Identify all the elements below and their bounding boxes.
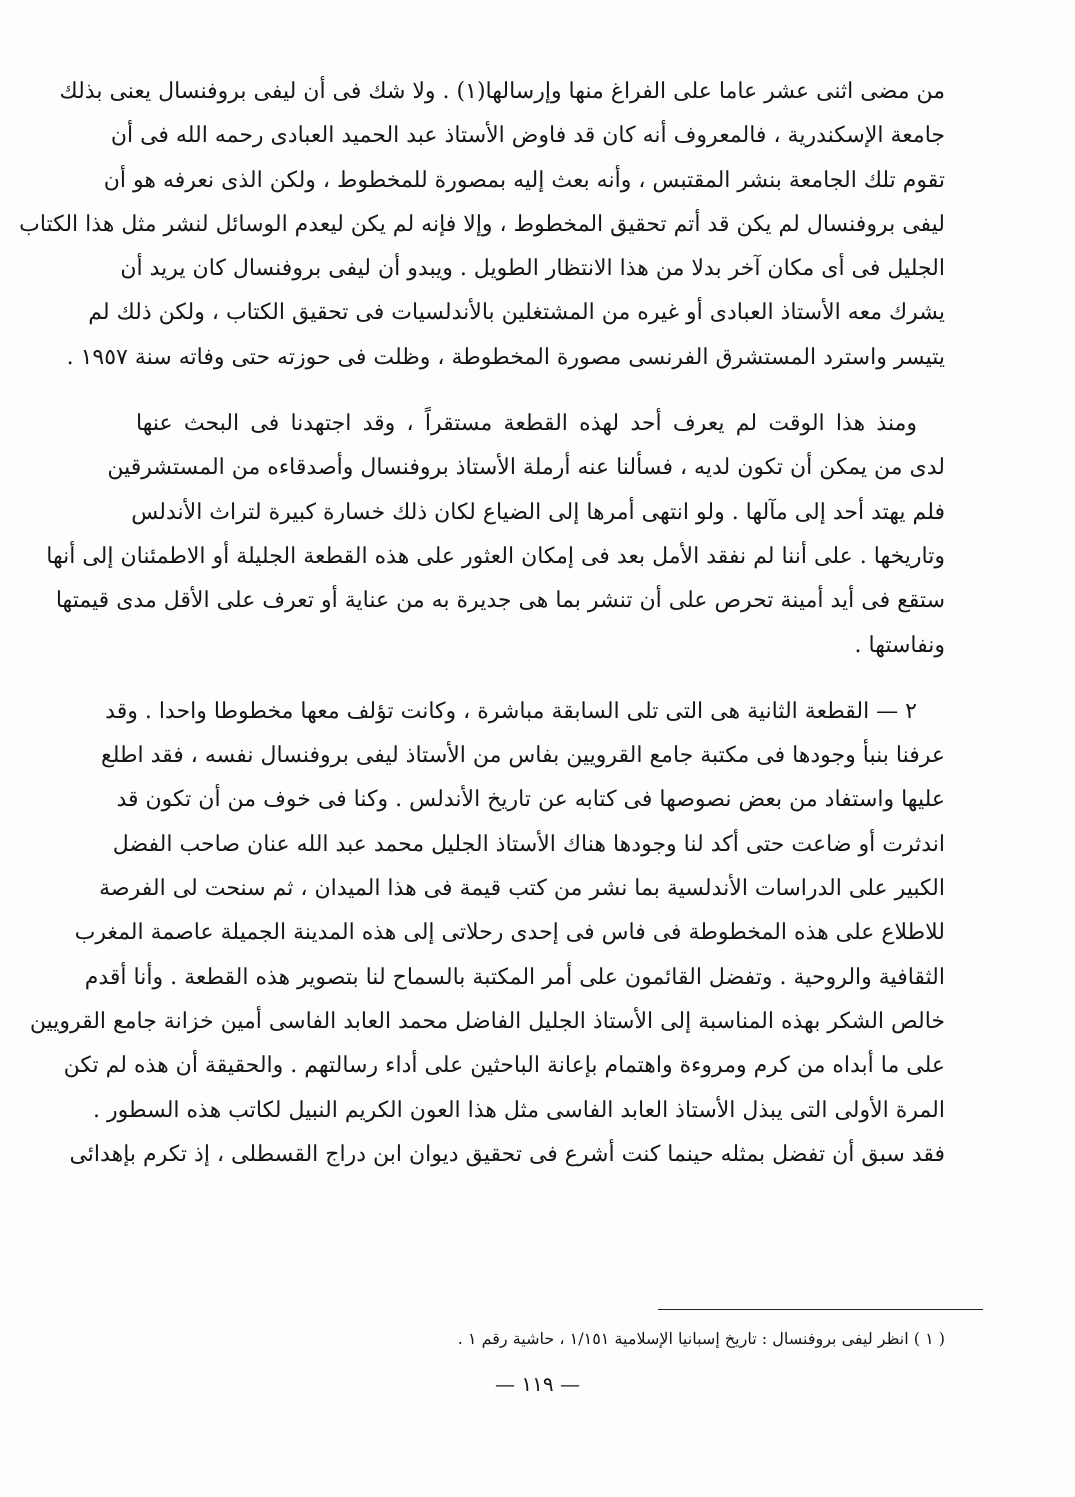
paragraph-2: [46, 402, 945, 668]
text-line: فلم يهتد أحد إلى مآلها . ولو انتهى أمرها إلى الضياع لكان ذلك خسارة كبيرة لتراث الأندلس: [131, 499, 945, 525]
text-line: يتيسر واسترد المستشرق الفرنسى مصورة المخطوطة ، وظلت فى حوزته حتى وفاته سنة ١٩٥٧ .: [66, 344, 945, 370]
text-line: جامعة الإسكندرية ، فالمعروف أنه كان قد فاوض الأستاذ عبد الحميد العبادى رحمه الله فى أن: [110, 123, 945, 149]
text-line: من مضى اثنى عشر عاما على الفراغ منها وإرسالها(١) . ولا شك فى أن ليفى بروفنسال يعنى بذلك: [59, 79, 945, 104]
footnote: ( ١ ) انظر ليفى بروفنسال : تاريخ إسبانيا الإسلامية ١/١٥١ ، حاشية رقم ١ .: [457, 1329, 945, 1348]
text-line: فقد سبق أن تفضل بمثله حينما كنت أشرع فى تحقيق ديوان ابن دراج القسطلى ، إذ تكرم بإهدائى: [69, 1141, 945, 1167]
text-line: على ما أبداه من كرم ومروءة واهتمام بإعانة الباحثين على أداء رسالتهم . والحقيقة أن هذه لم تكن: [63, 1053, 945, 1079]
text-line: ٢ — القطعة الثانية هى التى تلى السابقة مباشرة ، وكانت تؤلف معها مخطوطا واحدا . وقد: [105, 698, 917, 724]
text-line: للاطلاع على هذه المخطوطة فى فاس فى إحدى رحلاتى إلى هذه المدينة الجميلة عاصمة المغرب: [74, 920, 945, 946]
footnote-divider: [658, 1309, 983, 1310]
paragraph-3: [29, 690, 945, 1177]
text-line: الجليل فى أى مكان آخر بدلا من هذا الانتظار الطويل . ويبدو أن ليفى بروفنسال كان يريد أن: [120, 256, 945, 282]
text-line: يشرك معه الأستاذ العبادى أو غيره من المشتغلين بالأندلسيات فى تحقيق الكتاب ، ولكن ذلك لم: [88, 300, 945, 326]
body-text: [19, 70, 945, 1177]
text-line: عرفنا بنبأ وجودها فى مكتبة جامع القرويين بفاس من الأستاذ ليفى بروفنسال نفسه ، فقد اطلع: [100, 743, 945, 769]
text-line: لدى من يمكن أن تكون لديه ، فسألنا عنه أرملة الأستاذ بروفنسال وأصدقاءه من المستشرقين: [107, 455, 945, 481]
page-number: — ١١٩ —: [495, 1372, 580, 1396]
text-line: تقوم تلك الجامعة بنشر المقتبس ، وأنه بعث إليه بمصورة للمخطوط ، ولكن الذى نعرفه هو أن: [103, 167, 945, 193]
text-line: ومنذ هذا الوقت لم يعرف أحد لهذه القطعة مستقراً ، وقد اجتهدنا فى البحث عنها: [136, 411, 917, 437]
text-line: خالص الشكر بهذه المناسبة إلى الأستاذ الجليل الفاضل محمد العابد الفاسى أمين خزانة جامع القرويين: [29, 1008, 945, 1034]
text-line: ستقع فى أيد أمينة تحرص على أن تنشر بما هى جديرة به من عناية أو تعرف على الأقل مدى قيمتها: [55, 588, 945, 614]
text-line: عليها واستفاد من بعض نصوصها فى كتابه عن تاريخ الأندلس . وكنا فى خوف من أن تكون قد: [116, 787, 945, 813]
text-line: الكبير على الدراسات الأندلسية بما نشر من كتب قيمة فى هذا الميدان ، ثم سنحت لى الفرصة: [99, 876, 945, 902]
text-line: ونفاستها .: [854, 632, 945, 658]
text-line: الثقافية والروحية . وتفضل القائمون على أمر المكتبة بالسماح لنا بتصوير هذه القطعة . وأنا أقدم: [84, 964, 945, 990]
text-line: وتاريخها . على أننا لم نفقد الأمل بعد فى إمكان العثور على هذه القطعة الجليلة أو الاطمئنان إلى أنها: [46, 543, 945, 569]
paragraph-1: [19, 70, 945, 380]
text-line: اندثرت أو ضاعت حتى أكد لنا وجودها هناك الأستاذ الجليل محمد عبد الله عنان صاحب الفضل: [112, 831, 945, 857]
text-line: المرة الأولى التى يبذل الأستاذ العابد الفاسى مثل هذا العون الكريم النبيل لكاتب هذه السطور .: [93, 1097, 945, 1123]
text-line: ليفى بروفنسال لم يكن قد أتم تحقيق المخطوط ، وإلا فإنه لم يكن ليعدم الوسائل لنشر مثل هذا الكتاب: [19, 211, 945, 237]
